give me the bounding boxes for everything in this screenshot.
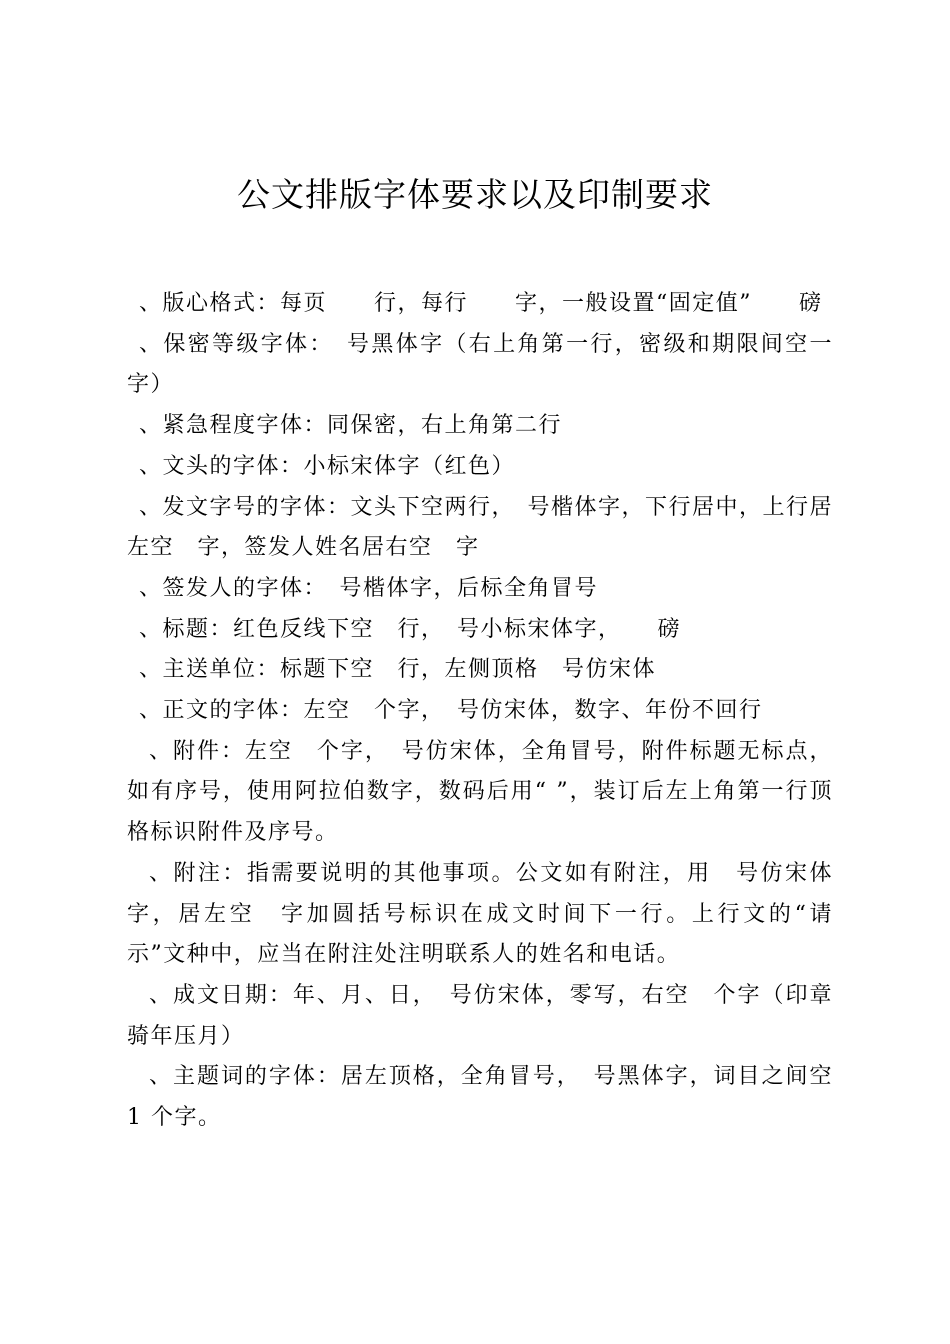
document-title: 公文排版字体要求以及印制要求	[237, 175, 713, 214]
list-item: 、主送单位：标题下空 行，左侧顶格 号仿宋体	[139, 657, 657, 683]
list-item: 、主题词的字体：居左顶格，全角冒号， 号黑体字，词目之间空 1 个字。	[127, 1064, 833, 1131]
list-item: 、版心格式：每页 行，每行 字，一般设置“固定值” 磅	[139, 291, 823, 316]
list-item: 、文头的字体：小标宋体字（红色）	[139, 453, 516, 479]
list-item: 、紧急程度字体：同保密，右上角第二行	[139, 413, 563, 439]
document-body	[127, 284, 833, 1139]
list-item: 、保密等级字体： 号黑体字（右上角第一行，密级和期限间空一字）	[127, 331, 833, 398]
list-item: 、成文日期：年、月、日， 号仿宋体，零写，右空 个字（印章骑年压月）	[127, 982, 833, 1049]
list-item: 、正文的字体：左空 个字， 号仿宋体，数字、年份不回行	[139, 698, 763, 724]
list-item: 、标题：红色反线下空 行， 号小标宋体字， 磅	[139, 616, 682, 642]
list-item: 、签发人的字体： 号楷体字，后标全角冒号	[139, 575, 599, 601]
list-item: 、附件：左空 个字， 号仿宋体，全角冒号，附件标题无标点，如有序号，使用阿拉伯数字，数码后用“ ”，装订后左上角第一行顶格标识附件及序号。	[127, 738, 833, 846]
list-item: 、发文字号的字体：文头下空两行， 号楷体字，下行居中，上行居左空 字，签发人姓名居右空 字	[127, 494, 834, 561]
list-item: 、附注：指需要说明的其他事项。公文如有附注，用 号仿宋体字，居左空 字加圆括号标识在成文时间下一行。上行文的“请示”文种中，应当在附注处注明联系人的姓名和电话。	[127, 860, 833, 968]
